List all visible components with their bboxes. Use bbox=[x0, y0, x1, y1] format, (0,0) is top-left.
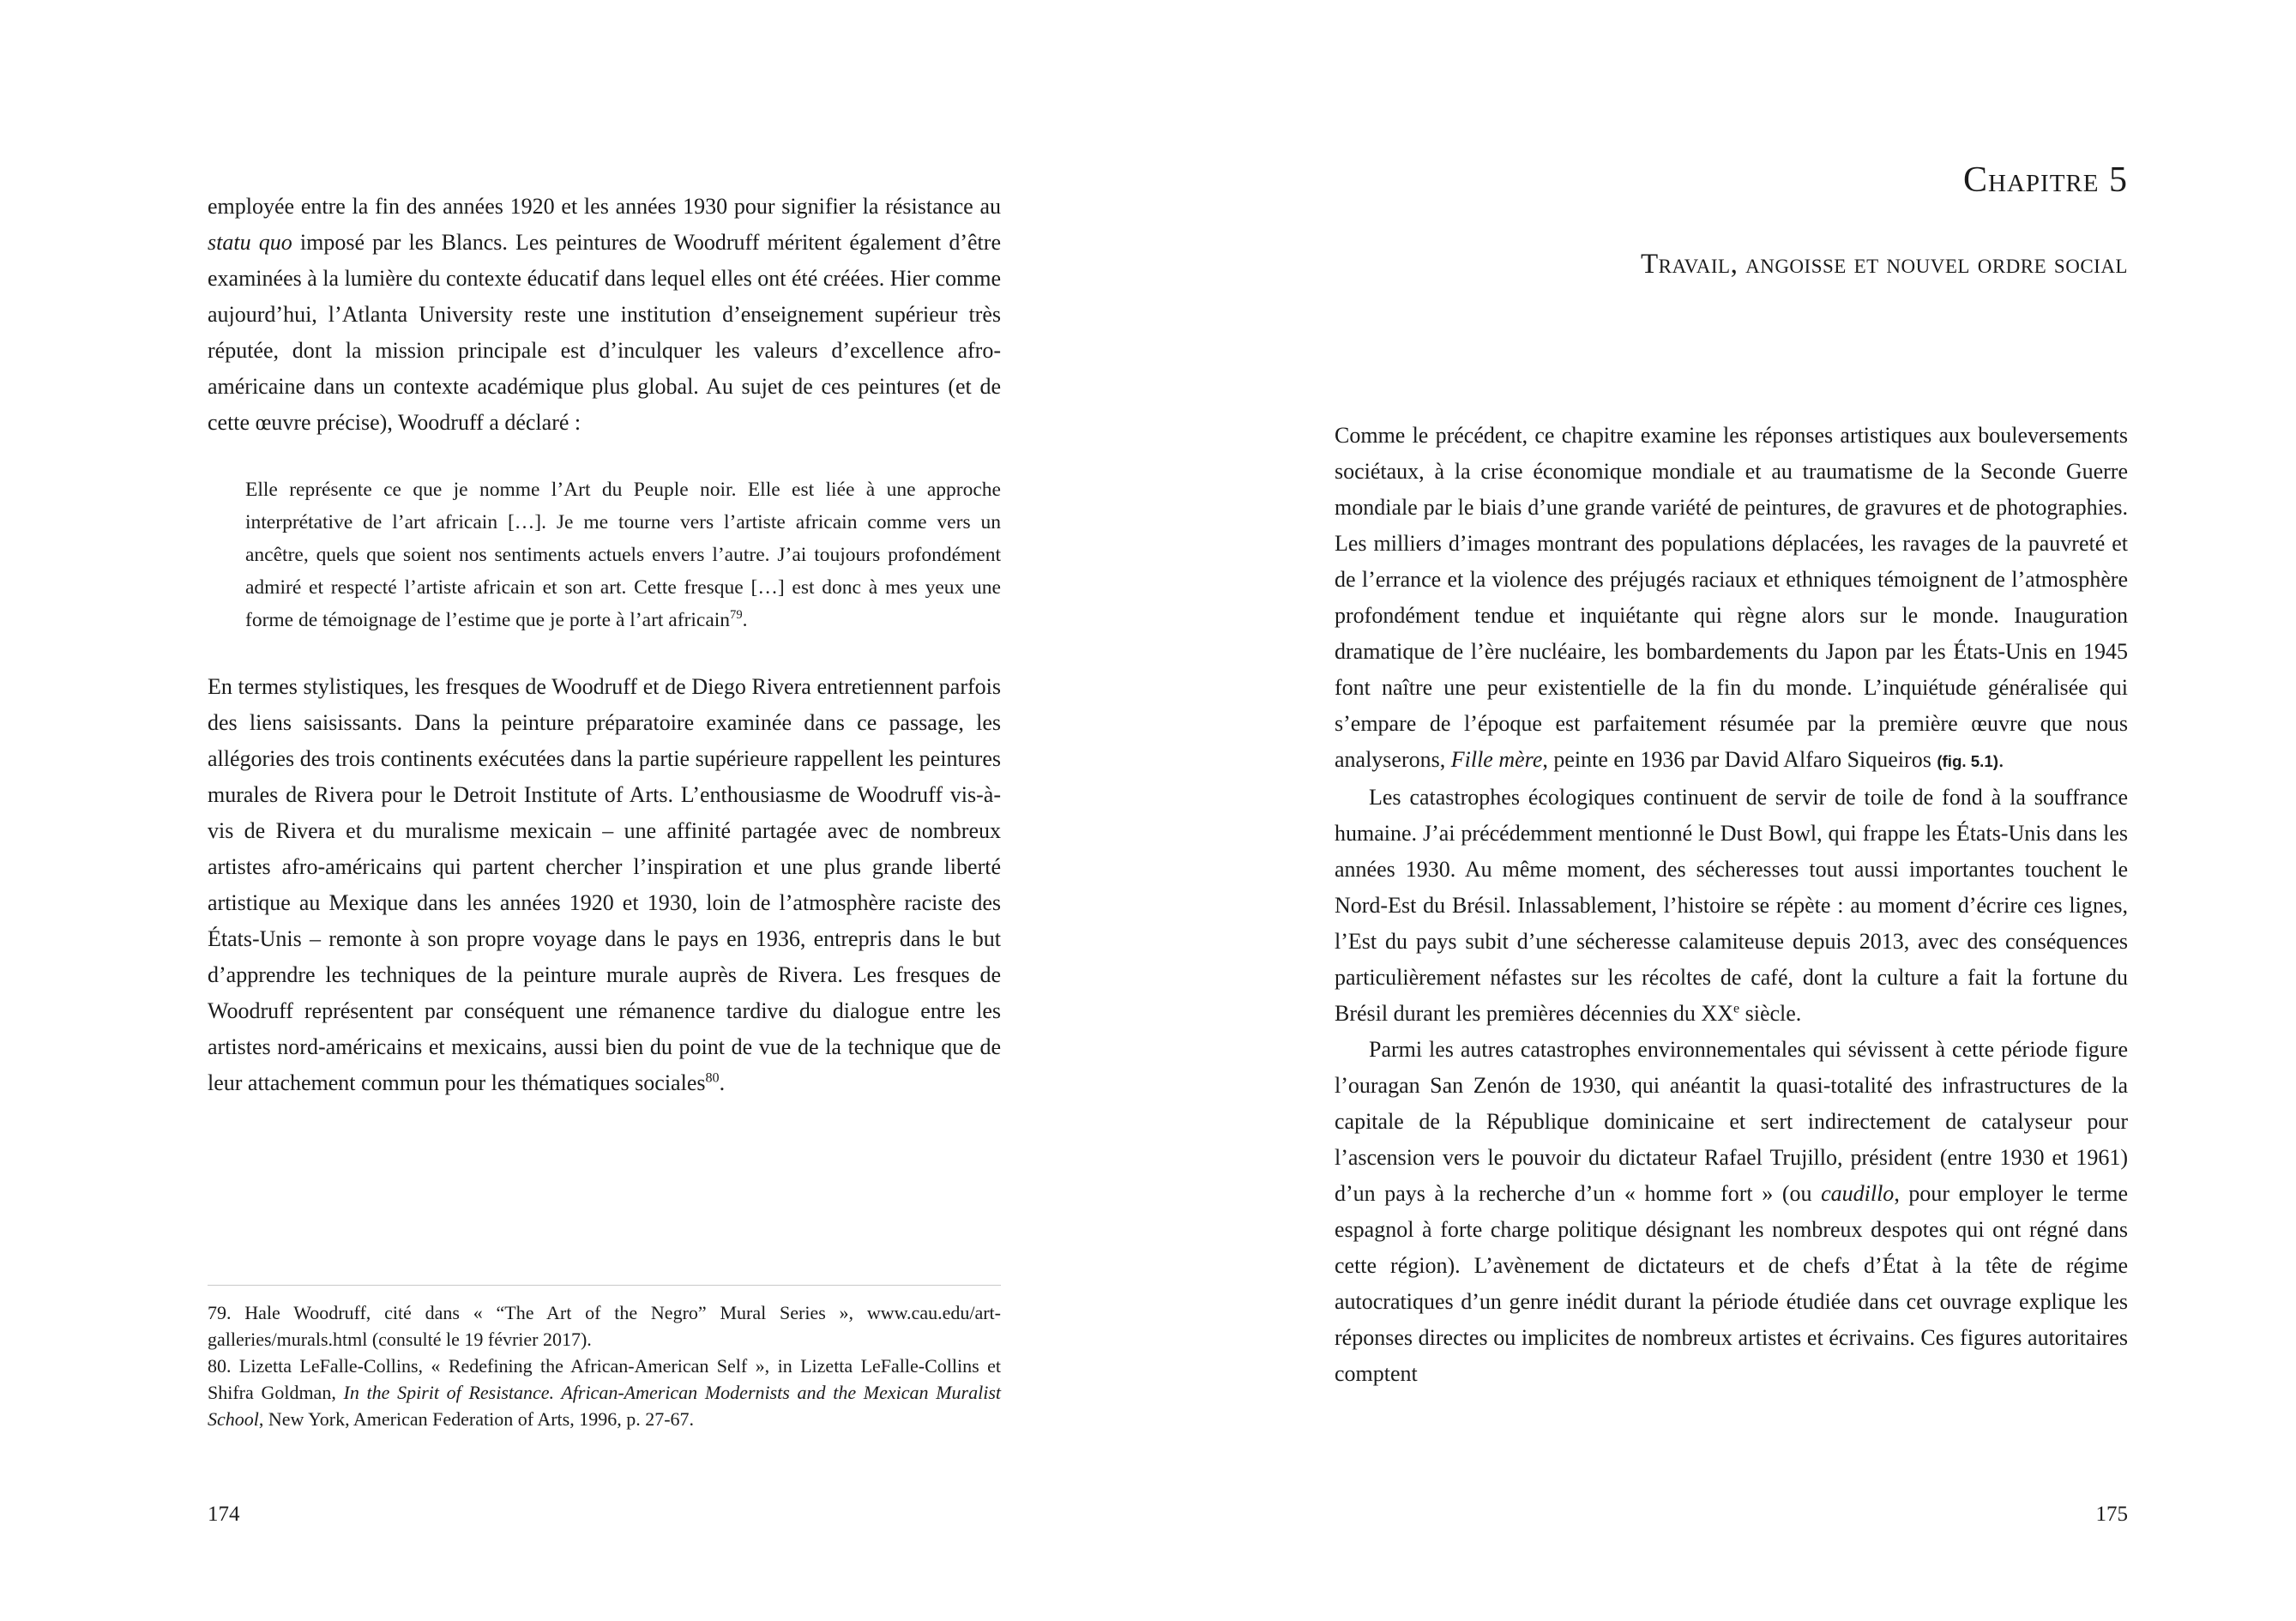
footnote-80: 80. Lizetta LeFalle-Collins, « Redefining the African-American Self », in Lizetta LeFalle-Collins et Shifra Goldman, In the Spirit of Resistance. African-American Modernists and the Mexican Muralist School, New York, American Federation of Arts, 1996, p. 27-67. bbox=[208, 1355, 1001, 1430]
page-number-left: 174 bbox=[208, 1503, 240, 1526]
right-paragraph-1: Comme le précédent, ce chapitre examine les réponses artistiques aux bouleversements sociétaux, à la crise économique mondiale et au traumatisme de la Seconde Guerre mondiale par le biais d’une grande variété de peintures, de gravures et de photographies. Les milliers d’images montrant des populations déplacées, les ravages de la pauvreté et de l’errance et la violence des préjugés raciaux et ethniques témoignent de l’atmosphère profondément tendue et inquiétante qui règne alors sur le monde. Inauguration dramatique de l’ère nucléaire, les bombardements du Japon par les États-Unis en 1945 font naître une peur existentielle de la fin du monde. L’inquiétude généralisée qui s’empare de l’époque est parfaitement résumée par la première œuvre que nous analyserons, Fille mère, peinte en 1936 par David Alfaro Siqueiros (fig. 5.1). bbox=[1335, 423, 2128, 772]
left-paragraph-continuation: employée entre la fin des années 1920 et les années 1930 pour signifier la résistance au statu quo imposé par les Blancs. Les peintures de Woodruff méritent également d’être examinées à la lumière du contexte éducatif dans lequel elles ont été créées. Hier comme aujourd’hui, l’Atlanta University reste une institution d’enseignement supérieur très réputée, dont la mission principale est d’inculquer les valeurs d’excellence afro-américaine dans un contexte académique plus global. Au sujet de ces peintures (et de cette œuvre précise), Woodruff a déclaré : bbox=[208, 194, 1001, 435]
right-paragraph-3: Parmi les autres catastrophes environnementales qui sévissent à cette période figure l’ouragan San Zenón de 1930, qui anéantit la quasi-totalité des infrastructures de la capitale de la République dominicaine et sert indirectement de catalyseur pour l’ascension vers le pouvoir du dictateur Rafael Trujillo, président (entre 1930 et 1961) d’un pays à la recherche d’un « homme fort » (ou caudillo, pour employer le terme espagnol à forte charge politique désignant les nombreux despotes qui ont régné dans cette région). L’avènement de dictateurs et de chefs d’État à la tête de régime autocratiques d’un genre inédit durant la période étudiée dans cet ouvrage explique les réponses directes ou implicites de nombreux artistes et écrivains. Ces figures autoritaires comptent bbox=[1335, 1037, 2129, 1386]
page-number-right: 175 bbox=[2095, 1503, 2128, 1526]
woodruff-block-quote: Elle représente ce que je nomme l’Art du Peuple noir. Elle est liée à une approche interprétative de l’art africain […]. Je me tourne vers l’artiste africain comme vers un ancêtre, quels que soient nos sentiments actuels envers l’autre. J’ai toujours profondément admiré et respecté l’artiste africain et son art. Cette fresque […] est donc à mes yeux une forme de témoignage de l’estime que je porte à l’art africain$^{79}$. bbox=[245, 479, 1001, 631]
footnote-divider bbox=[208, 1285, 1001, 1286]
right-paragraph-2: Les catastrophes écologiques continuent de servir de toile de fond à la souffrance humaine. J’ai précédemment mentionné le Dust Bowl, qui frappe les États-Unis dans les années 1930. Au même moment, des sécheresses tout aussi importantes touchent le Nord-Est du Brésil. Inlassablement, l’histoire se répète : au moment d’écrire ces lignes, l’Est du pays subit d’une sécheresse calamiteuse depuis 2013, avec des conséquences particulièrement néfastes sur les récoltes de café, dont la culture a fait la fortune du Brésil durant les premières décennies du XXe siècle. bbox=[1335, 785, 2128, 1026]
right-page-text-column bbox=[1335, 160, 2128, 1392]
chapter-number-heading: Chapitre 5 bbox=[1963, 160, 2128, 200]
left-paragraph-stylistics: En termes stylistiques, les fresques de Woodruff et de Diego Rivera entretiennent parfois des liens saisissants. Dans la peinture préparatoire examinée dans ce passage, les allégories des trois continents exécutées dans la partie supérieure rappellent les peintures murales de Rivera pour le Detroit Institute of Arts. L’enthousiasme de Woodruff vis-à-vis de Rivera et du muralisme mexicain – une affinité partagée avec de nombreux artistes afro-américains qui partent chercher l’inspiration et une plus grande liberté artistique au Mexique dans les années 1920 et 1930, loin de l’atmosphère raciste des États-Unis – remonte à son propre voyage dans le pays en 1936, entrepris dans le but d’apprendre les techniques de la peinture murale auprès de Rivera. Les fresques de Woodruff représentent par conséquent une rémanence tardive du dialogue entre les artistes nord-américains et mexicains, aussi bien du point de vue de la technique que de leur attachement commun pour les thématiques sociales$^{80}$. bbox=[208, 674, 1001, 1095]
left-page-text-column bbox=[208, 189, 1001, 1101]
right-page-body bbox=[1335, 418, 2128, 1392]
footnote-79: 79. Hale Woodruff, cité dans « “The Art of the Negro” Mural Series », www.cau.edu/art-galleries/murals.html (consulté le 19 février 2017). bbox=[208, 1302, 1001, 1350]
chapter-title-heading: Travail, angoisse et nouvel ordre social bbox=[1641, 249, 2128, 280]
footnotes-section bbox=[208, 1285, 1001, 1432]
